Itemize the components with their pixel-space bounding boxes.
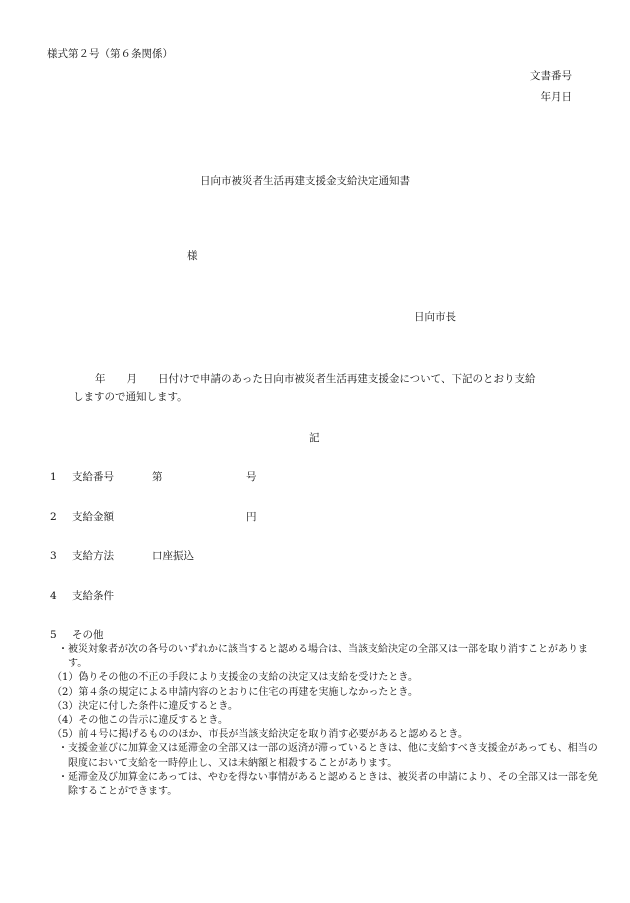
item-label-other: その他: [72, 629, 104, 641]
item-value-suffix: 円: [246, 511, 257, 523]
item-label-payment-method: 支給方法: [72, 550, 114, 562]
body-line-2: しますので通知します。: [73, 391, 188, 403]
item-value-prefix: 第: [152, 471, 163, 483]
body-line-1: 年 月 日付けで申請のあった日向市被災者生活再建支援金について、下記のとおり支給: [95, 373, 536, 385]
ki-heading: 記: [309, 432, 320, 444]
item-label-payment-amount: 支給金額: [72, 511, 114, 523]
note-item: ・ 被災対象者が次の各号のいずれかに該当すると認める場合は、当該支給決定の全部又は一部を取り消すことがあります。: [58, 644, 588, 670]
notes-list: [52, 643, 598, 799]
addressee-suffix: 様: [187, 250, 198, 262]
note-item: （5） 前４号に掲げるもののほか、市長が当該支給決定を取り消す必要があると認めるとき。: [52, 729, 468, 741]
item-label-payment-number: 支給番号: [72, 471, 114, 483]
note-item: （3） 決定に付した条件に違反するとき。: [52, 700, 238, 712]
note-item: ・ 延滞金及び加算金にあっては、やむを得ない事情があると認めるときは、被災者の申請により、その全部又は一部を免除することができます。: [58, 771, 598, 798]
form-number: 様式第２号（第６条関係）: [47, 48, 173, 60]
note-item: ・ 支援金並びに加算金又は延滞金の全部又は一部の返済が滞っているときは、他に支給すべき支援金があっても、相当の限度において支給を一時停止し、又は未納額と相殺することがあります。: [58, 743, 598, 769]
item-number: 5: [50, 629, 57, 641]
document-title: 日向市被災者生活再建支援金支給決定通知書: [200, 175, 410, 187]
note-item: （2） 第４条の規定による申請内容のとおりに住宅の再建を実施しなかったとき。: [52, 686, 418, 698]
item-value-suffix: 号: [246, 471, 257, 483]
item-label-payment-conditions: 支給条件: [72, 590, 114, 602]
item-number: 4: [50, 590, 57, 602]
item-value-payment-method: 口座振込: [152, 550, 194, 562]
date-label: 年月日: [540, 91, 572, 103]
note-item: （4） その他この告示に違反するとき。: [52, 715, 228, 727]
item-number: 1: [50, 471, 57, 483]
item-number: 3: [50, 550, 57, 562]
item-number: 2: [50, 511, 57, 523]
issuer-name: 日向市長: [414, 311, 456, 323]
note-item: （1） 偽りその他の不正の手段により支援金の支給の決定又は支給を受けたとき。: [52, 672, 418, 684]
document-number-label: 文書番号: [530, 70, 572, 82]
